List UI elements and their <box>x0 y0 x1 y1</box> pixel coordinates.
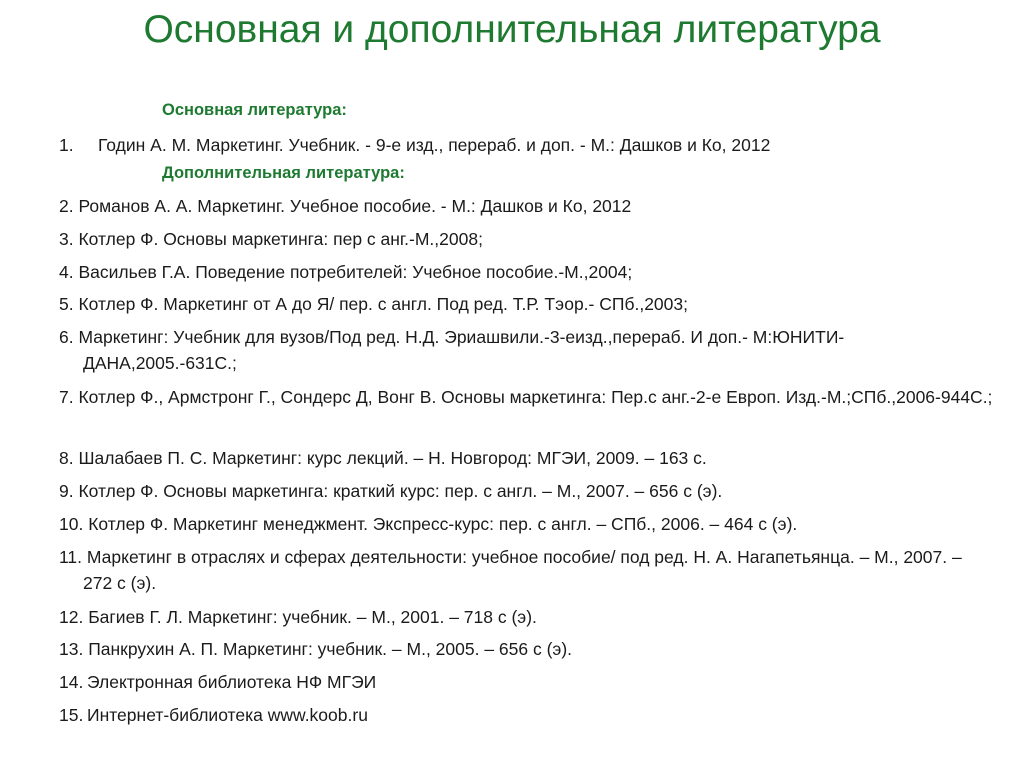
list-item-3: 3. Котлер Ф. Основы маркетинга: пер с анг.-М.,2008; <box>59 229 483 249</box>
list-item-8: 8. Шалабаев П. С. Маркетинг: курс лекций. – Н. Новгород: МГЭИ, 2009. – 163 с. <box>59 448 707 468</box>
list-item-11: 11. Маркетинг в отраслях и сферах деятельности: учебное пособие/ под ред. Н. А. Нагапетьянца. – М., 2007. – 272 с (э). <box>59 547 962 593</box>
list-item-10: 10. Котлер Ф. Маркетинг менеджмент. Экспресс-курс: пер. с англ. – СПб., 2006. – 464 с (э). <box>59 514 798 534</box>
list-item-9: 9. Котлер Ф. Основы маркетинга: краткий курс: пер. с англ. – М., 2007. – 656 с (э). <box>59 481 723 501</box>
list-item-4: 4. Васильев Г.А. Поведение потребителей: Учебное пособие.-М.,2004; <box>59 262 633 282</box>
list-item-7: 7. Котлер Ф., Армстронг Г., Сондерс Д, Вонг В. Основы маркетинга: Пер.с анг.-2-е Европ. Изд.-М.;СПб.,2006-944С.; <box>59 387 993 407</box>
list-item-12: 12. Багиев Г. Л. Маркетинг: учебник. – М., 2001. – 718 с (э). <box>59 607 537 627</box>
list-item-6: 6. Маркетинг: Учебник для вузов/Под ред. Н.Д. Эриашвили.-3-еизд.,перераб. И доп.- М:ЮНИТИ-ДАНА,2005.-631С.; <box>59 327 845 373</box>
list-item-1 <box>59 132 770 158</box>
list-item-5: 5. Котлер Ф. Маркетинг от А до Я/ пер. с англ. Под ред. Т.Р. Тэор.- СПб.,2003; <box>59 294 688 314</box>
item-number: 14. <box>59 672 84 692</box>
additional-literature-heading: Дополнительная литература: <box>162 164 405 182</box>
slide-title: Основная и дополнительная литература <box>143 8 881 51</box>
main-literature-heading: Основная литература: <box>162 101 347 119</box>
list-item-2: 2. Романов А. А. Маркетинг. Учебное пособие. - М.: Дашков и Ко, 2012 <box>59 196 632 216</box>
item-text: Годин А. М. Маркетинг. Учебник. - 9-е изд., перераб. и доп. - М.: Дашков и Ко, 2012 <box>98 135 771 155</box>
list-item-15 <box>59 702 368 728</box>
item-text: Интернет-библиотека www.koob.ru <box>87 705 368 725</box>
item-number: 1. <box>59 135 74 155</box>
item-number: 15. <box>59 705 84 725</box>
list-item-13: 13. Панкрухин А. П. Маркетинг: учебник. – М., 2005. – 656 с (э). <box>59 639 573 659</box>
item-text: Электронная библиотека НФ МГЭИ <box>87 672 377 692</box>
list-item-14 <box>59 669 376 695</box>
